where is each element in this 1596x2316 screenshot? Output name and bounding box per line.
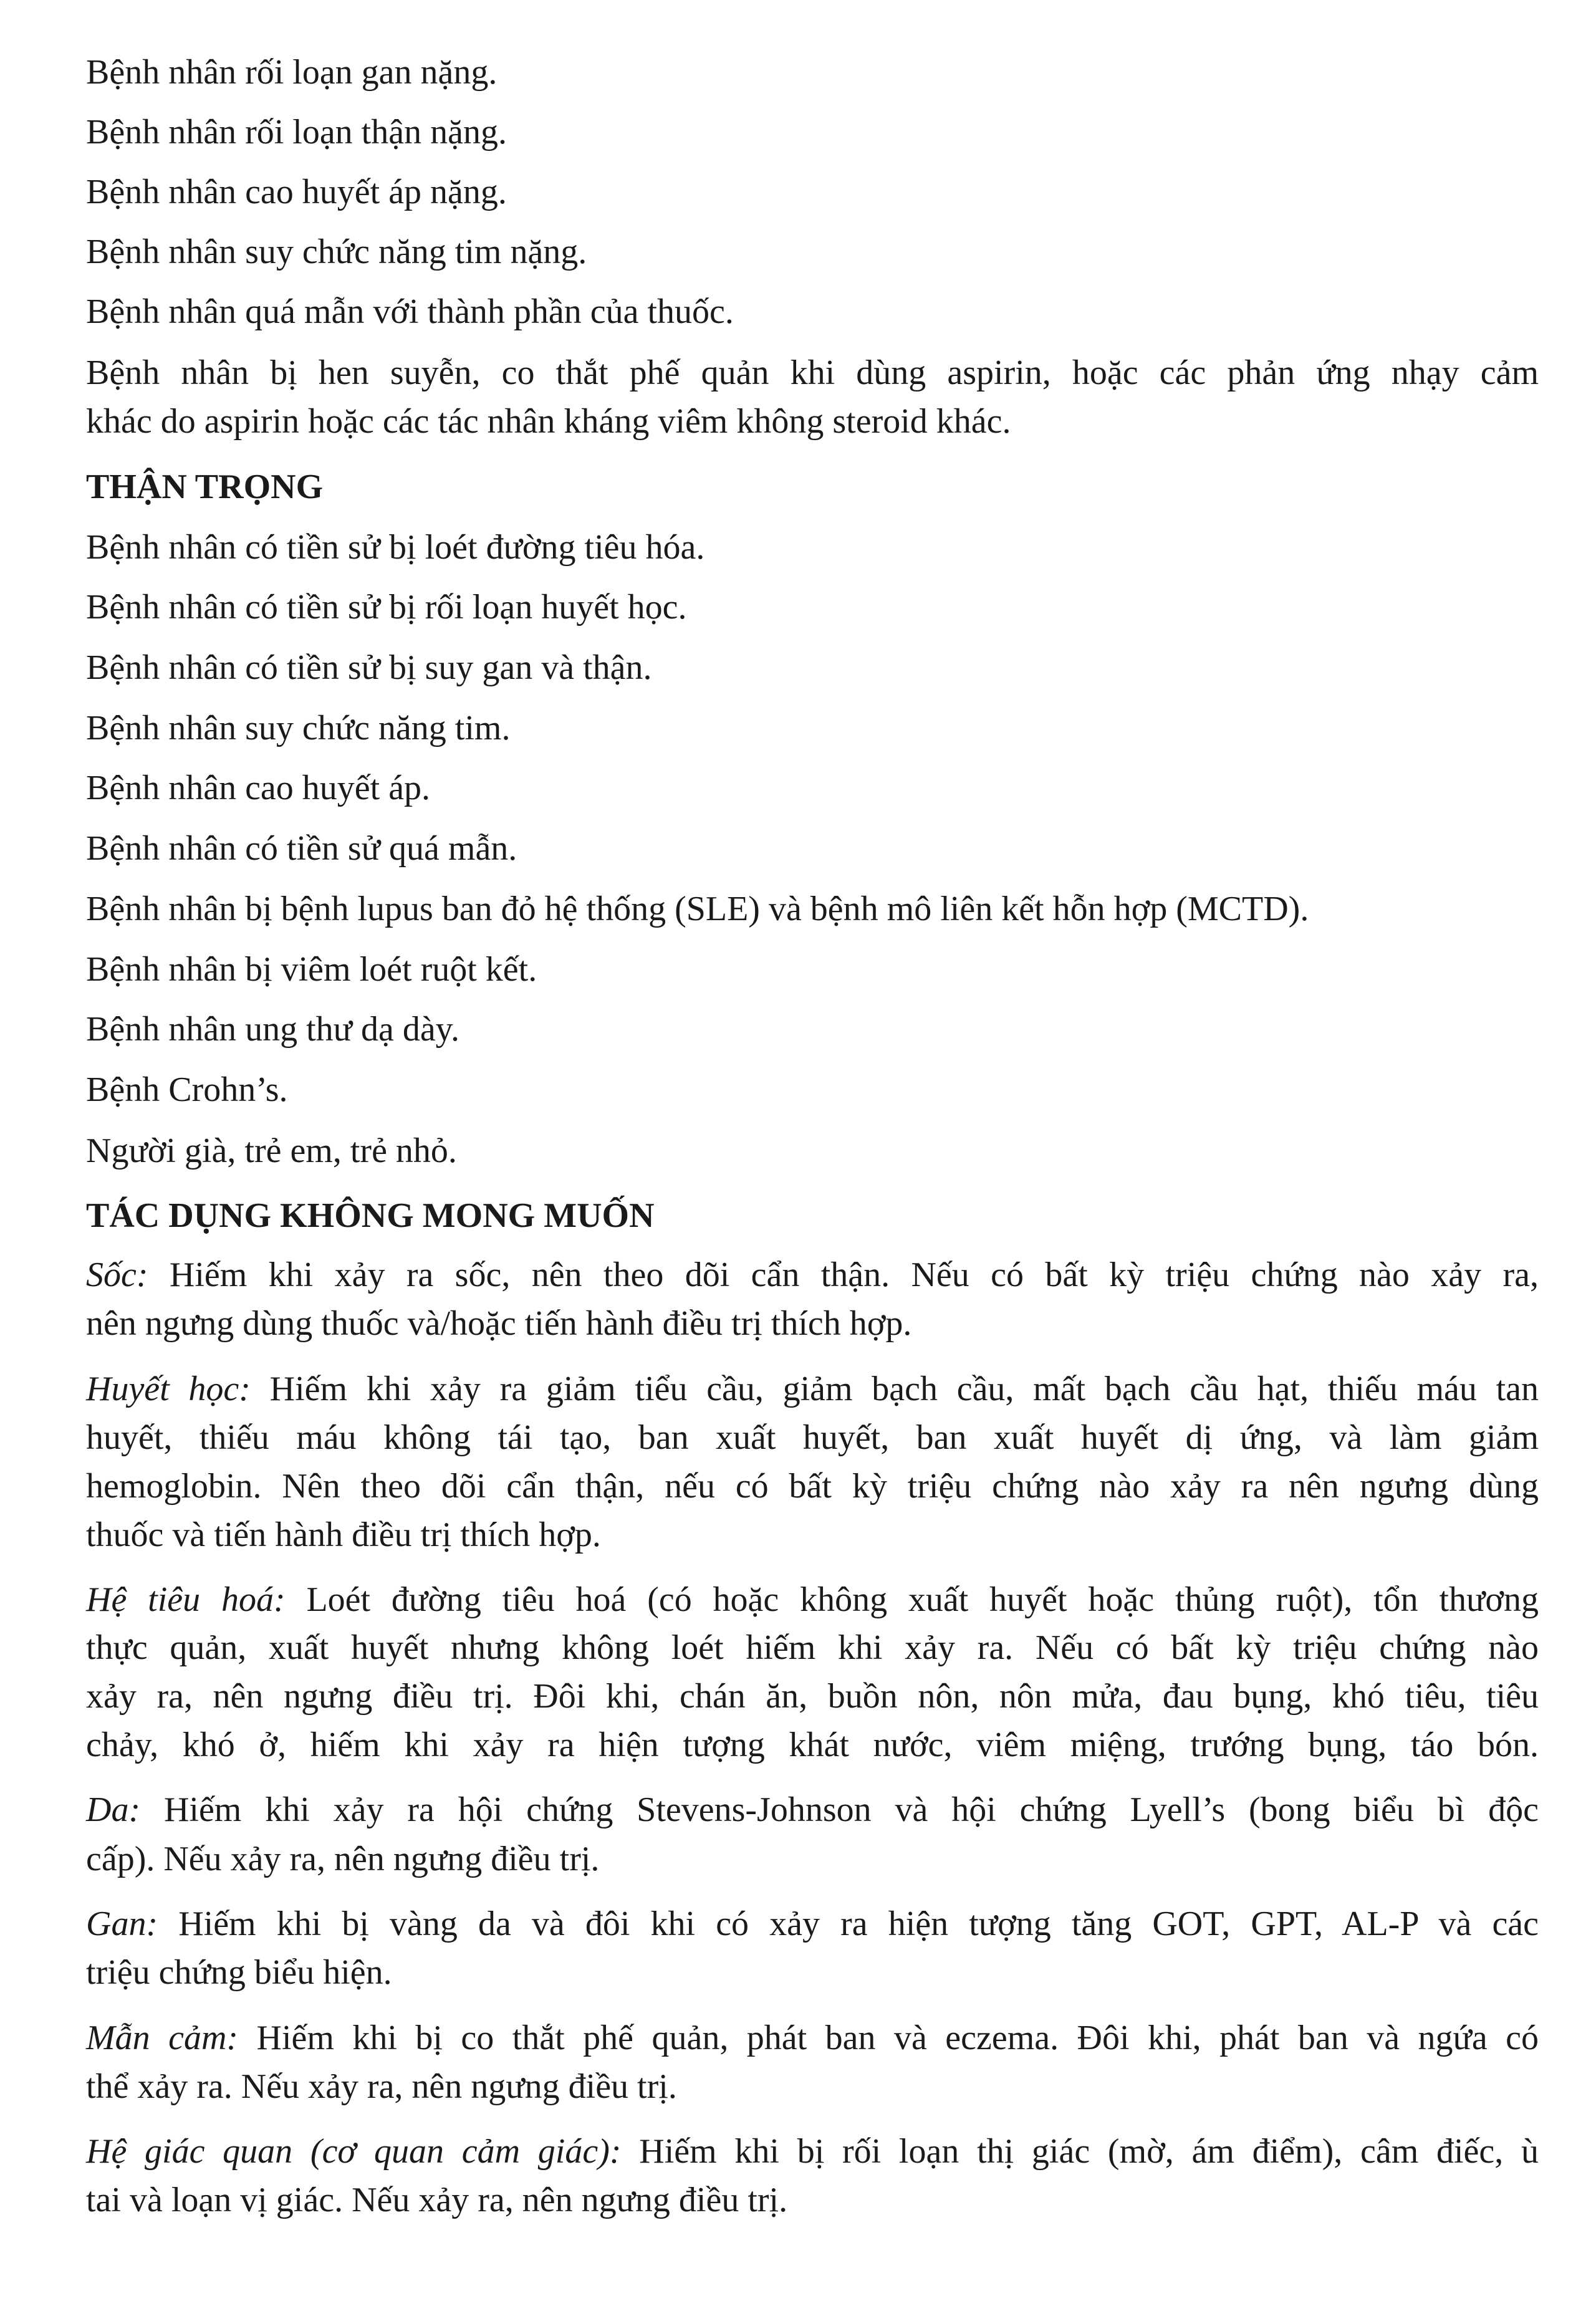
adverse-hematology-line: [86, 1372, 1539, 1406]
precaution-item: Bệnh nhân bị bệnh lupus ban đỏ hệ thống (SLE) và bệnh mô liên kết hỗn hợp (MCTD).: [86, 890, 1309, 928]
adverse-digestive-label: Hệ tiêu hoá:: [86, 1580, 286, 1619]
precaution-item: Bệnh nhân có tiền sử quá mẫn.: [86, 829, 517, 868]
adverse-senses-label: Hệ giác quan (cơ quan cảm giác):: [86, 2132, 622, 2171]
adverse-shock-line: [86, 1257, 1539, 1292]
adverse-digestive-line: [86, 1582, 1539, 1617]
adverse-hypersensitivity-label: Mẫn cảm:: [86, 2019, 239, 2057]
contraindication-item: Bệnh nhân bị hen suyễn, co thắt phế quản khi dùng aspirin, hoặc các phản ứng nhạy cảm: [86, 353, 1539, 392]
precaution-item: Bệnh nhân bị viêm loét ruột kết.: [86, 950, 537, 989]
contraindication-item: Bệnh nhân rối loạn thận nặng.: [86, 113, 507, 151]
adverse-liver-label: Gan:: [86, 1905, 158, 1943]
adverse-digestive-line: thực quản, xuất huyết nhưng không loét hiếm khi xảy ra. Nếu có bất kỳ triệu chứng nào: [86, 1628, 1539, 1667]
adverse-digestive-line: xảy ra, nên ngưng điều trị. Đôi khi, chán ăn, buồn nôn, nôn mửa, đau bụng, khó tiêu, tiêu: [86, 1677, 1539, 1716]
adverse-liver-text: Hiếm khi bị vàng da và đôi khi có xảy ra hiện tượng tăng GOT, GPT, AL-P và các: [178, 1905, 1539, 1943]
adverse-hematology-text: Hiếm khi xảy ra giảm tiểu cầu, giảm bạch cầu, mất bạch cầu hạt, thiếu máu tan: [269, 1370, 1539, 1408]
adverse-senses-text: Hiếm khi bị rối loạn thị giác (mờ, ám điểm), câm điếc, ù: [639, 2132, 1539, 2171]
section-heading-adverse-effects: TÁC DỤNG KHÔNG MONG MUỐN: [86, 1196, 655, 1235]
contraindication-item: Bệnh nhân quá mẫn với thành phần của thuốc.: [86, 292, 734, 331]
adverse-skin-text: Hiếm khi xảy ra hội chứng Stevens-Johnson và hội chứng Lyell’s (bong biểu bì độc: [163, 1790, 1539, 1829]
adverse-shock-text: Hiếm khi xảy ra sốc, nên theo dõi cẩn thận. Nếu có bất kỳ triệu chứng nào xảy ra,: [169, 1256, 1539, 1294]
adverse-liver-line: triệu chứng biểu hiện.: [86, 1953, 392, 1992]
adverse-senses-line: tai và loạn vị giác. Nếu xảy ra, nên ngưng điều trị.: [86, 2181, 788, 2219]
adverse-skin-label: Da:: [86, 1790, 141, 1829]
precaution-item: Bệnh nhân cao huyết áp.: [86, 769, 431, 807]
adverse-hypersensitivity-text: Hiếm khi bị co thắt phế quản, phát ban và eczema. Đôi khi, phát ban và ngứa có: [256, 2019, 1539, 2057]
adverse-shock-label: Sốc:: [86, 1256, 148, 1294]
adverse-senses-line: [86, 2134, 1539, 2169]
adverse-hematology-label: Huyết học:: [86, 1370, 251, 1408]
adverse-shock-line: nên ngưng dùng thuốc và/hoặc tiến hành điều trị thích hợp.: [86, 1304, 912, 1343]
section-heading-precautions: THẬN TRỌNG: [86, 468, 324, 506]
contraindication-item: Bệnh nhân cao huyết áp nặng.: [86, 173, 507, 211]
adverse-hematology-line: huyết, thiếu máu không tái tạo, ban xuất huyết, ban xuất huyết dị ứng, và làm giảm: [86, 1418, 1539, 1457]
precaution-item: Bệnh Crohn’s.: [86, 1070, 288, 1109]
adverse-skin-line: [86, 1792, 1539, 1827]
contraindication-item-continued: khác do aspirin hoặc các tác nhân kháng viêm không steroid khác.: [86, 402, 1011, 441]
adverse-digestive-text: Loét đường tiêu hoá (có hoặc không xuất huyết hoặc thủng ruột), tổn thương: [306, 1580, 1539, 1619]
precaution-item: Người già, trẻ em, trẻ nhỏ.: [86, 1132, 457, 1170]
precaution-item: Bệnh nhân ung thư dạ dày.: [86, 1010, 460, 1049]
precaution-item: Bệnh nhân có tiền sử bị rối loạn huyết học.: [86, 588, 687, 627]
contraindication-item: Bệnh nhân rối loạn gan nặng.: [86, 53, 498, 92]
precaution-item: Bệnh nhân suy chức năng tim.: [86, 709, 511, 747]
adverse-digestive-line: chảy, khó ở, hiếm khi xảy ra hiện tượng khát nước, viêm miệng, trướng bụng, táo bón.: [86, 1726, 1539, 1764]
contraindication-item: Bệnh nhân suy chức năng tim nặng.: [86, 233, 587, 271]
adverse-liver-line: [86, 1906, 1539, 1941]
precaution-item: Bệnh nhân có tiền sử bị loét đường tiêu hóa.: [86, 528, 705, 567]
adverse-hematology-line: thuốc và tiến hành điều trị thích hợp.: [86, 1516, 601, 1554]
precaution-item: Bệnh nhân có tiền sử bị suy gan và thận.: [86, 648, 652, 687]
adverse-hypersensitivity-line: [86, 2020, 1539, 2055]
adverse-hypersensitivity-line: thể xảy ra. Nếu xảy ra, nên ngưng điều trị.: [86, 2067, 677, 2106]
adverse-skin-line: cấp). Nếu xảy ra, nên ngưng điều trị.: [86, 1840, 600, 1878]
adverse-hematology-line: hemoglobin. Nên theo dõi cẩn thận, nếu có bất kỳ triệu chứng nào xảy ra nên ngưng dùng: [86, 1467, 1539, 1506]
